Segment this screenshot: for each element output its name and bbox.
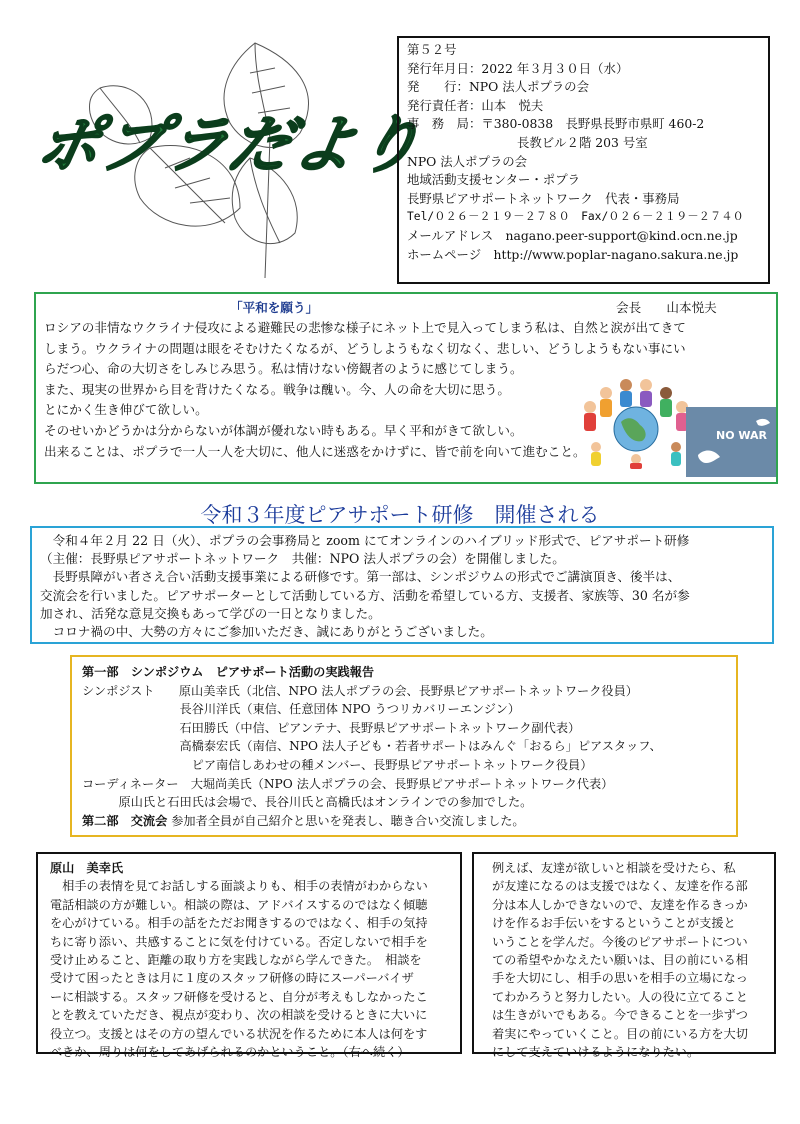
homepage-link[interactable]: ホームページ http://www.poplar-nagano.sakura.ne.jp	[407, 246, 739, 262]
symposium-line: 原山氏と石田氏は会場で、長谷川氏と高橋氏はオンラインでの参加でした。	[82, 795, 533, 810]
symposium-line: 高橋泰宏氏（南信、NPO 法人子ども・若者サポートはみんぐ「おるら」ピアスタッフ、	[82, 739, 662, 754]
symposium-line: 石田勝氏（中信、ピアンテナ、長野県ピアサポートネットワーク副代表）	[82, 720, 581, 735]
peace-paragraph-line: ロシアの非情なウクライナ侵攻による避難民の悲惨な様子にネット上で見入ってしまう私は、自然と涙が出てきて	[44, 320, 686, 335]
symposium-part2	[82, 812, 726, 831]
symposium-part1-title: 第一部 シンポジウム ピアサポート活動の実践報告	[82, 665, 375, 679]
column-line: 相手の表情を見てお話しする面談よりも、相手の表情がわからない	[50, 879, 428, 894]
peace-paragraph-line: しまう。ウクライナの問題は眼をそむけたくなるが、どうしようもなく切なく、悲しい、どうしようもない事にい	[44, 340, 686, 356]
training-paragraph-line: 令和４年２月 22 日（火）、ポプラの会事務局と zoom にてオンラインのハイブリッド形式で、ピアサポート研修	[40, 533, 690, 548]
column-line: ての希望やかなえたい願いは、目の前にいる相	[492, 953, 748, 968]
publication-info-box	[397, 36, 770, 284]
column-line: いうことを学んだ。今後のピアサポートについ	[492, 934, 748, 949]
peace-paragraph-line: らだつ心、命の大切さをしみじみ思う。私は情けない傍観者のように感じてしまう。	[44, 361, 523, 377]
column-line: けを作るお手伝いをするということが支援と	[492, 916, 736, 931]
training-paragraph-line: 交流会を行いました。ピアサポーターとして活動している方、活動を希望している方、支援者、家族等、30 名が参	[40, 587, 690, 603]
peace-paragraph-line: 出来ることは、ポプラで一人一人を大切に、他人に迷惑をかけずに、皆で前を向いて進むこと。	[44, 443, 586, 459]
training-report-box	[30, 526, 774, 644]
column-line: にして支えていけるようになりたい。	[492, 1045, 700, 1060]
network-name: 長野県ピアサポートネットワーク 代表・事務局	[407, 190, 680, 206]
peace-title: 「平和を願う」	[230, 300, 319, 315]
column-line: が友達になるのは支援ではなく、友達を作る部	[492, 879, 748, 894]
column-line: 役立つ。支援とはその方の望んでいる状況を作るために本人は何をす	[50, 1026, 428, 1041]
peace-paragraph-line: とにかく生き伸びて欲しい。	[44, 402, 208, 418]
issue-number: 第５２号	[407, 42, 457, 57]
peace-paragraph-line: また、現実の世界から目を背けたくなる。戦争は醜い。今、人の命を大切に思う。	[44, 381, 510, 397]
column-line: 例えば、友達が欲しいと相談を受けたら、私	[492, 861, 736, 875]
training-paragraph-line: （主催：長野県ピアサポートネットワーク 共催：NPO 法人ポプラの会）を開催しました。	[40, 551, 565, 567]
column-line: 受け止めること、距離の取り方を実践しながら学んできた。 相談を	[50, 953, 422, 968]
column-line: を心がけている。相手の話をただお聞きするのではなく、相手の気持	[50, 916, 428, 931]
column-line: 分は本人しかできないので、友達を作るきっか	[492, 897, 748, 912]
column-line: とを教えていただき、視点が変わり、次の相談を受けるときに大いに	[50, 1008, 428, 1023]
symposium-line: 長谷川洋氏（東信、任意団体 NPO うつリカバリーエンジン）	[82, 702, 521, 717]
masthead-title: ポプラだより	[30, 108, 430, 181]
editor-in-chief: 発行責任者：山本 悦夫	[407, 97, 544, 113]
no-war-text: NO WAR	[716, 429, 768, 442]
people-around-globe-illustration	[576, 377, 696, 469]
no-war-dove-image	[686, 407, 776, 477]
column-line: ちに寄り添い、共感することに気を付けている。否定しないで相手を	[50, 934, 428, 949]
symposium-part2-label: 第二部 交流会	[82, 813, 168, 828]
column-line: 手を大切にし、相手の思いを相手の立場になっ	[492, 971, 748, 986]
column-line: は生きがいでもある。今できることを一歩ずつ	[492, 1008, 748, 1023]
column-line: 電話相談の方が難しい。相談の際は、アドバイスするのではなく傾聴	[50, 897, 428, 912]
email-link[interactable]: メールアドレス nagano.peer-support@kind.ocn.ne.jp	[407, 227, 738, 243]
training-paragraph-line: コロナ禍の中、大勢の方々にご参加いただき、誠にありがとうございました。	[40, 624, 493, 640]
tel-fax: Tel/０２６－２１９－２７８０ Fax/０２６－２１９－２７４０	[407, 210, 744, 224]
training-paragraph-line: 長野県障がい者さえ合い活動支援事業による研修です。第一部は、シンポジウムの形式でご講演頂き、後半は、	[40, 569, 681, 585]
symposium-line: ピア南信しあわせの種メンバー、長野県ピアサポートネットワーク役員）	[82, 757, 593, 772]
symposium-line: コーディネーター 大堀尚美氏（NPO 法人ポプラの会、長野県ピアサポートネットワーク代表）	[82, 776, 614, 791]
peace-title-row	[44, 298, 768, 318]
peace-paragraph-line: そのせいかどうかは分からないが体調が優れない時もある。早く平和がきて欲しい。	[44, 422, 523, 438]
column-line: ーに相談する。スタッフ研修を受けると、自分が考えもしなかったこ	[50, 989, 428, 1004]
column-line: 受けて困ったときは月に１度のスタッフ研修の時にスーパーバイザ	[50, 971, 414, 986]
column-line: てわかろうと努力したい。人の役に立てること	[492, 989, 748, 1004]
office-address: 事 務 局：〒380-0838 長野県長野市県町 460-2	[407, 116, 705, 132]
symposium-program-box	[70, 655, 738, 837]
column-line: 着実にやっていくこと。目の前にいる方を大切	[492, 1026, 748, 1041]
symposium-line: シンポジスト 原山美幸氏（北信、NPO 法人ポプラの会、長野県ピアサポートネットワーク役員）	[82, 683, 638, 698]
training-paragraph-line: 加され、活発な意見交換もあって学びの一日となりました。	[40, 605, 381, 621]
issue-date: 発行年月日：2022 年３月３０日（水）	[407, 60, 629, 76]
training-heading: 令和３年度ピアサポート研修 開催される	[200, 503, 600, 527]
speaker-name: 原山 美幸氏	[50, 861, 124, 875]
peace-author: 会長 山本悦夫	[616, 300, 717, 315]
org-name: NPO 法人ポプラの会	[407, 153, 528, 169]
office-address-building: 長教ビル２階 203 号室	[517, 134, 648, 150]
speaker-report-right-column	[472, 852, 776, 1060]
speaker-report-left-column	[36, 852, 462, 1060]
column-line: べきか、周りは何をしてあげられるのかということ。（右へ続く）	[50, 1045, 410, 1060]
center-name: 地域活動支援センター・ポプラ	[407, 172, 580, 188]
publisher: 発 行：NPO 法人ポプラの会	[407, 79, 589, 95]
symposium-part2-text: 参加者全員が自己紹介と思いを発表し、聴き合い交流しました。	[171, 813, 525, 828]
